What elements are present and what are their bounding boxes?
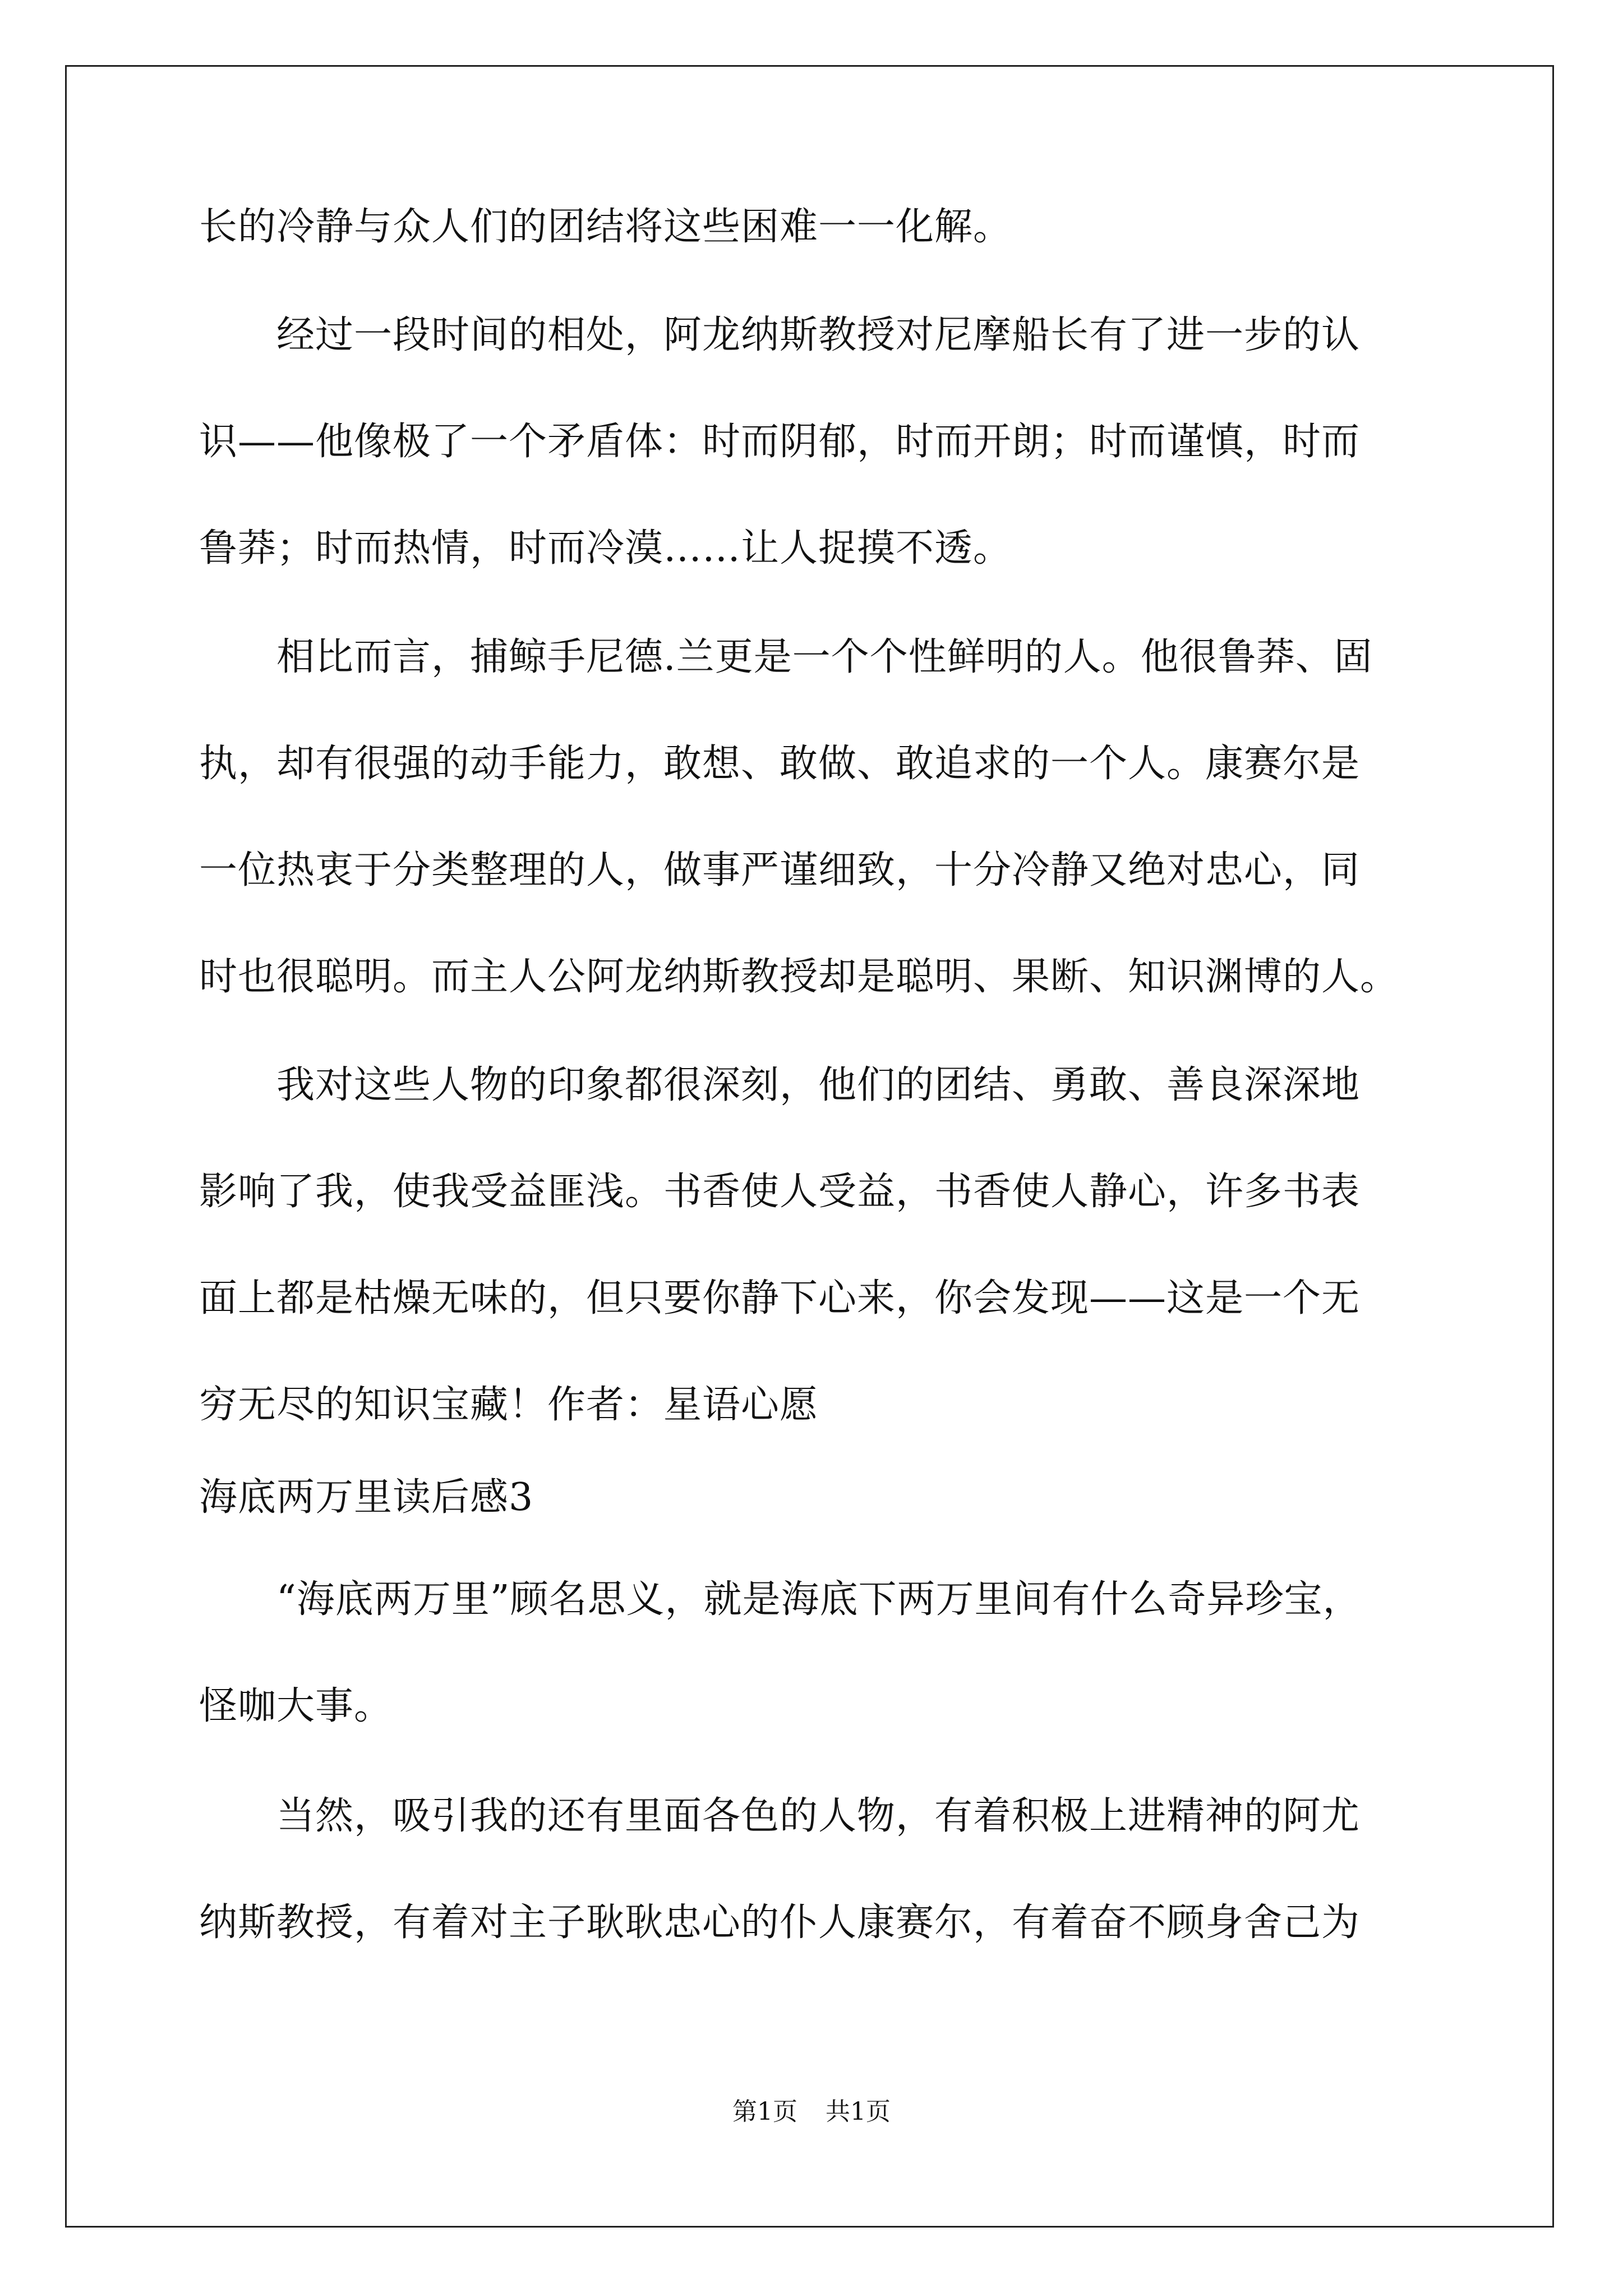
text-line: 经过一段时间的相处，阿龙纳斯教授对尼摩船长有了进一步的认 — [199, 313, 1361, 357]
text-line: 穷无尽的知识宝藏！作者：星语心愿 — [199, 1383, 819, 1427]
text-line: 鲁莽；时而热情，时而冷漠……让人捉摸不透。 — [199, 526, 1012, 570]
page-number: 第1页 — [732, 2097, 797, 2126]
text-line: 时也很聪明。而主人公阿龙纳斯教授却是聪明、果断、知识渊博的人。 — [199, 955, 1399, 999]
text-line: 怪咖大事。 — [199, 1684, 393, 1728]
text-line: 识——他像极了一个矛盾体：时而阴郁，时而开朗；时而谨慎，时而 — [199, 420, 1361, 464]
text-line: 长的冷静与众人们的团结将这些困难一一化解。 — [199, 205, 1012, 249]
text-line: “海底两万里”顾名思义，就是海底下两万里间有什么奇异珍宝， — [199, 1577, 1362, 1622]
text-line: 影响了我，使我受益匪浅。书香使人受益，书香使人静心，许多书表 — [199, 1170, 1361, 1214]
text-line: 我对这些人物的印象都很深刻，他们的团结、勇敢、善良深深地 — [199, 1063, 1361, 1107]
text-line: 一位热衷于分类整理的人，做事严谨细致，十分冷静又绝对忠心，同 — [199, 848, 1361, 892]
section-heading: 海底两万里读后感3 — [199, 1475, 534, 1520]
text-line: 当然，吸引我的还有里面各色的人物，有着积极上进精神的阿尤 — [199, 1794, 1361, 1838]
page-footer — [0, 2095, 1623, 2129]
text-line: 面上都是枯燥无味的，但只要你静下心来，你会发现——这是一个无 — [199, 1276, 1361, 1320]
text-line: 执，却有很强的动手能力，敢想、敢做、敢追求的一个人。康赛尔是 — [199, 742, 1361, 786]
page-total: 共1页 — [826, 2097, 891, 2126]
text-line: 纳斯教授，有着对主子耿耿忠心的仆人康赛尔，有着奋不顾身舍己为 — [199, 1901, 1361, 1945]
text-line: 相比而言，捕鲸手尼德.兰更是一个个性鲜明的人。他很鲁莽、固 — [199, 635, 1373, 679]
